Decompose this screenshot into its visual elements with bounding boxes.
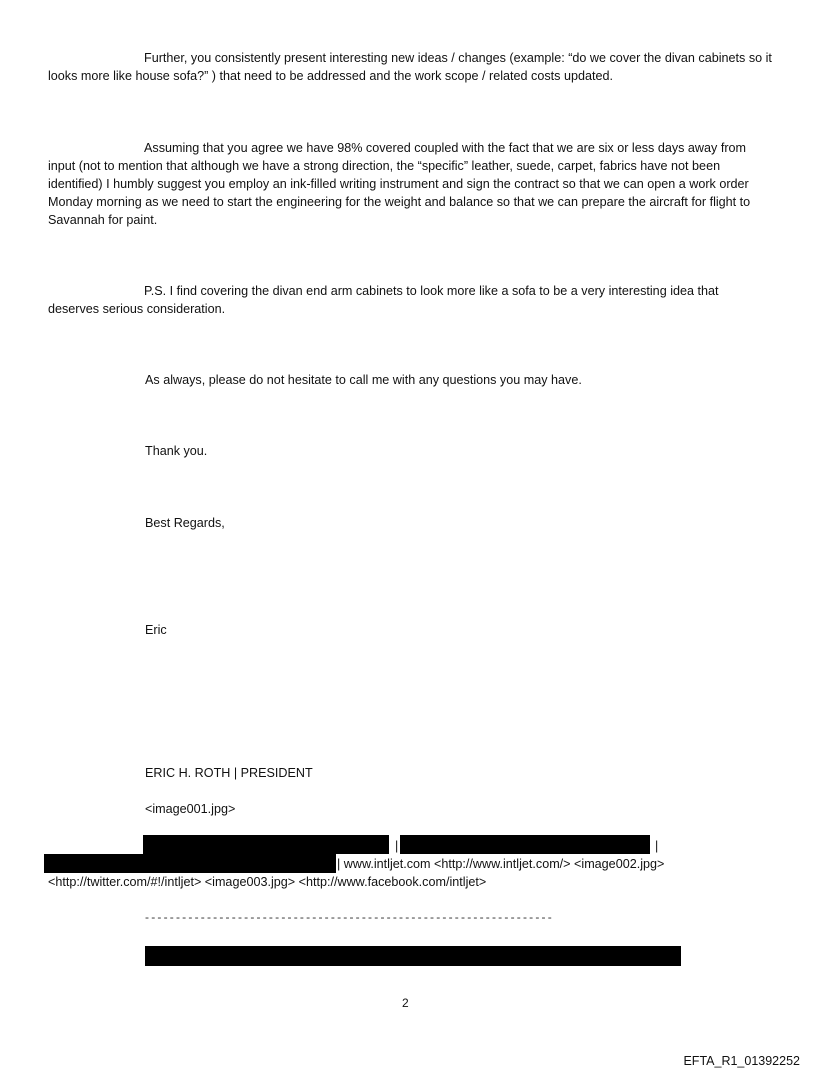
- paragraph-new-ideas: Further, you consistently present interesting new ideas / changes (example: “do we cover the divan cabinets so it looks more like house sofa?” ) that need to be addressed and the work scope / related costs updated.: [48, 51, 772, 83]
- paragraph-contract-request: Assuming that you agree we have 98% covered coupled with the fact that we are six or less days away from input (not to mention that although we have a strong direction, the “specific” leather, suede, carpet, fabrics have not been identified) I humbly suggest you employ an ink-filled writing instrument and sign the contract so that we can open a work order Monday morning as we need to start the engineering for the weight and balance so that we can prepare the aircraft for flight to Savannah for paint.: [48, 141, 751, 227]
- closing-line: As always, please do not hesitate to call me with any questions you may have.: [145, 373, 582, 387]
- social-contact-line: <http://twitter.com/#!/intljet> <image003.jpg> <http://www.facebook.com/intljet>: [48, 875, 487, 889]
- redaction-block: [44, 854, 336, 873]
- thanks-line: Thank you.: [145, 444, 208, 458]
- paragraph-postscript: P.S. I find covering the divan end arm cabinets to look more like a sofa to be a very interesting idea that deserves serious consideration.: [48, 284, 719, 316]
- redaction-block: [145, 946, 681, 966]
- signer-name: Eric: [145, 623, 167, 637]
- redaction-block: [143, 835, 389, 854]
- page-number: 2: [402, 996, 409, 1010]
- regards-line: Best Regards,: [145, 516, 225, 530]
- website-contact-line: | www.intljet.com <http://www.intljet.com/> <image002.jpg>: [337, 857, 665, 871]
- logo-image-placeholder: <image001.jpg>: [145, 802, 236, 816]
- redaction-block: [400, 835, 650, 854]
- dashed-rule: ------------------------------------------------------------------: [145, 910, 554, 924]
- separator-bar: |: [395, 839, 399, 853]
- document-id: EFTA_R1_01392252: [683, 1054, 800, 1068]
- signature-title: ERIC H. ROTH | PRESIDENT: [145, 766, 313, 780]
- separator-bar: |: [655, 839, 659, 853]
